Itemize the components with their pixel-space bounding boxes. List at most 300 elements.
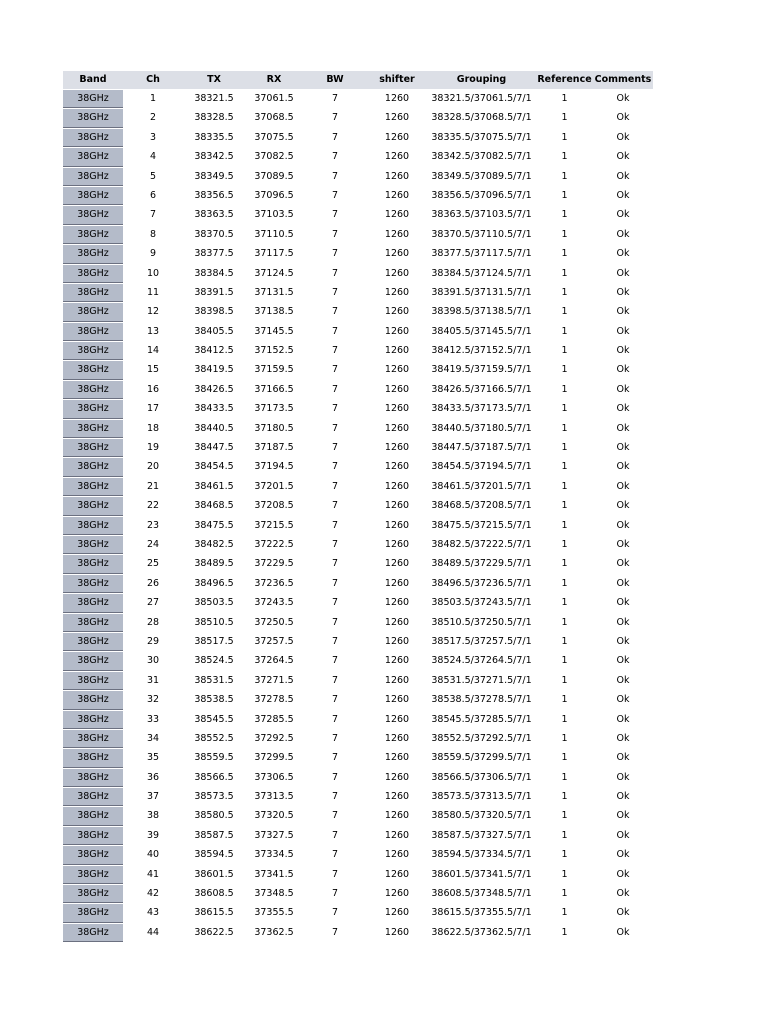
cell-grouping[interactable]: 38454.5/37194.5/7/1 — [431, 461, 532, 473]
cell-reference[interactable]: 1 — [561, 791, 568, 803]
cell-reference[interactable]: 1 — [561, 558, 568, 570]
cell-reference[interactable]: 1 — [561, 771, 568, 783]
cell-reference[interactable]: 1 — [561, 635, 568, 647]
cell-grouping[interactable]: 38468.5/37208.5/7/1 — [431, 500, 532, 512]
cell-reference[interactable]: 1 — [561, 500, 568, 512]
cell-tx[interactable]: 38391.5 — [194, 286, 234, 298]
cell-band[interactable]: 38GHz — [63, 768, 123, 787]
cell-bw[interactable]: 7 — [331, 926, 339, 938]
cell-band[interactable]: 38GHz — [63, 884, 123, 903]
cell-comments[interactable]: Ok — [616, 442, 630, 454]
cell-comments[interactable]: Ok — [616, 791, 630, 803]
cell-ch[interactable]: 7 — [149, 209, 157, 221]
cell-rx[interactable]: 37194.5 — [254, 461, 294, 473]
cell-comments[interactable]: Ok — [616, 732, 630, 744]
cell-ch[interactable]: 29 — [146, 635, 160, 647]
cell-tx[interactable]: 38489.5 — [194, 558, 234, 570]
cell-ch[interactable]: 4 — [149, 151, 157, 163]
cell-comments[interactable]: Ok — [616, 538, 630, 550]
cell-ch[interactable]: 18 — [146, 422, 160, 434]
cell-ch[interactable]: 36 — [146, 771, 160, 783]
cell-shifter[interactable]: 1260 — [384, 868, 410, 880]
cell-grouping[interactable]: 38335.5/37075.5/7/1 — [431, 131, 532, 143]
cell-tx[interactable]: 38482.5 — [194, 538, 234, 550]
cell-bw[interactable]: 7 — [331, 558, 339, 570]
cell-bw[interactable]: 7 — [331, 771, 339, 783]
cell-tx[interactable]: 38566.5 — [194, 771, 234, 783]
cell-comments[interactable]: Ok — [616, 112, 630, 124]
cell-shifter[interactable]: 1260 — [384, 849, 410, 861]
cell-rx[interactable]: 37096.5 — [254, 189, 294, 201]
cell-bw[interactable]: 7 — [331, 480, 339, 492]
cell-comments[interactable]: Ok — [616, 868, 630, 880]
cell-band[interactable]: 38GHz — [63, 806, 123, 825]
cell-tx[interactable]: 38377.5 — [194, 248, 234, 260]
cell-ch[interactable]: 2 — [149, 112, 157, 124]
cell-rx[interactable]: 37327.5 — [254, 829, 294, 841]
cell-grouping[interactable]: 38496.5/37236.5/7/1 — [431, 577, 532, 589]
cell-bw[interactable]: 7 — [331, 810, 339, 822]
cell-bw[interactable]: 7 — [331, 93, 339, 104]
cell-ch[interactable]: 15 — [146, 364, 160, 376]
cell-tx[interactable]: 38419.5 — [194, 364, 234, 376]
cell-grouping[interactable]: 38328.5/37068.5/7/1 — [431, 112, 532, 124]
cell-tx[interactable]: 38447.5 — [194, 442, 234, 454]
cell-comments[interactable]: Ok — [616, 228, 630, 240]
cell-reference[interactable]: 1 — [561, 325, 568, 337]
cell-comments[interactable]: Ok — [616, 616, 630, 628]
cell-reference[interactable]: 1 — [561, 267, 568, 279]
cell-grouping[interactable]: 38384.5/37124.5/7/1 — [431, 267, 532, 279]
cell-ch[interactable]: 20 — [146, 461, 160, 473]
cell-shifter[interactable]: 1260 — [384, 151, 410, 163]
cell-tx[interactable]: 38594.5 — [194, 849, 234, 861]
cell-comments[interactable]: Ok — [616, 306, 630, 318]
cell-tx[interactable]: 38475.5 — [194, 519, 234, 531]
cell-grouping[interactable]: 38503.5/37243.5/7/1 — [431, 597, 532, 609]
cell-rx[interactable]: 37271.5 — [254, 674, 294, 686]
cell-grouping[interactable]: 38356.5/37096.5/7/1 — [431, 189, 532, 201]
cell-grouping[interactable]: 38426.5/37166.5/7/1 — [431, 383, 532, 395]
cell-rx[interactable]: 37250.5 — [254, 616, 294, 628]
cell-band[interactable]: 38GHz — [63, 457, 123, 476]
cell-band[interactable]: 38GHz — [63, 147, 123, 166]
cell-shifter[interactable]: 1260 — [384, 655, 410, 667]
cell-shifter[interactable]: 1260 — [384, 267, 410, 279]
cell-rx[interactable]: 37299.5 — [254, 752, 294, 764]
cell-ch[interactable]: 27 — [146, 597, 160, 609]
cell-band[interactable]: 38GHz — [63, 283, 123, 302]
cell-rx[interactable]: 37138.5 — [254, 306, 294, 318]
cell-comments[interactable]: Ok — [616, 577, 630, 589]
cell-band[interactable]: 38GHz — [63, 613, 123, 632]
cell-bw[interactable]: 7 — [331, 306, 339, 318]
cell-shifter[interactable]: 1260 — [384, 248, 410, 260]
cell-rx[interactable]: 37355.5 — [254, 907, 294, 919]
cell-rx[interactable]: 37313.5 — [254, 791, 294, 803]
cell-ch[interactable]: 5 — [149, 170, 157, 182]
cell-rx[interactable]: 37222.5 — [254, 538, 294, 550]
cell-rx[interactable]: 37110.5 — [254, 228, 294, 240]
cell-tx[interactable]: 38587.5 — [194, 829, 234, 841]
cell-bw[interactable]: 7 — [331, 325, 339, 337]
cell-shifter[interactable]: 1260 — [384, 791, 410, 803]
cell-grouping[interactable]: 38545.5/37285.5/7/1 — [431, 713, 532, 725]
cell-rx[interactable]: 37187.5 — [254, 442, 294, 454]
cell-grouping[interactable]: 38552.5/37292.5/7/1 — [431, 732, 532, 744]
cell-reference[interactable]: 1 — [561, 519, 568, 531]
cell-band[interactable]: 38GHz — [63, 302, 123, 321]
cell-grouping[interactable]: 38398.5/37138.5/7/1 — [431, 306, 532, 318]
cell-comments[interactable]: Ok — [616, 597, 630, 609]
cell-ch[interactable]: 35 — [146, 752, 160, 764]
cell-bw[interactable]: 7 — [331, 442, 339, 454]
cell-shifter[interactable]: 1260 — [384, 713, 410, 725]
cell-grouping[interactable]: 38587.5/37327.5/7/1 — [431, 829, 532, 841]
cell-comments[interactable]: Ok — [616, 655, 630, 667]
cell-tx[interactable]: 38342.5 — [194, 151, 234, 163]
cell-band[interactable]: 38GHz — [63, 128, 123, 147]
cell-band[interactable]: 38GHz — [63, 671, 123, 690]
cell-ch[interactable]: 43 — [146, 907, 160, 919]
cell-rx[interactable]: 37166.5 — [254, 383, 294, 395]
cell-bw[interactable]: 7 — [331, 732, 339, 744]
cell-tx[interactable]: 38601.5 — [194, 868, 234, 880]
cell-shifter[interactable]: 1260 — [384, 131, 410, 143]
cell-reference[interactable]: 1 — [561, 616, 568, 628]
cell-band[interactable]: 38GHz — [63, 205, 123, 224]
cell-band[interactable]: 38GHz — [63, 108, 123, 127]
cell-shifter[interactable]: 1260 — [384, 674, 410, 686]
cell-comments[interactable]: Ok — [616, 771, 630, 783]
cell-rx[interactable]: 37103.5 — [254, 209, 294, 221]
cell-reference[interactable]: 1 — [561, 228, 568, 240]
cell-reference[interactable]: 1 — [561, 170, 568, 182]
cell-tx[interactable]: 38335.5 — [194, 131, 234, 143]
cell-tx[interactable]: 38440.5 — [194, 422, 234, 434]
cell-band[interactable]: 38GHz — [63, 264, 123, 283]
cell-band[interactable]: 38GHz — [63, 496, 123, 515]
cell-grouping[interactable]: 38419.5/37159.5/7/1 — [431, 364, 532, 376]
cell-shifter[interactable]: 1260 — [384, 926, 410, 938]
cell-grouping[interactable]: 38594.5/37334.5/7/1 — [431, 849, 532, 861]
cell-rx[interactable]: 37341.5 — [254, 868, 294, 880]
cell-reference[interactable]: 1 — [561, 422, 568, 434]
cell-rx[interactable]: 37201.5 — [254, 480, 294, 492]
cell-tx[interactable]: 38510.5 — [194, 616, 234, 628]
cell-rx[interactable]: 37061.5 — [254, 93, 294, 104]
cell-grouping[interactable]: 38342.5/37082.5/7/1 — [431, 151, 532, 163]
cell-reference[interactable]: 1 — [561, 345, 568, 357]
cell-bw[interactable]: 7 — [331, 228, 339, 240]
cell-band[interactable]: 38GHz — [63, 225, 123, 244]
cell-band[interactable]: 38GHz — [63, 826, 123, 845]
cell-band[interactable]: 38GHz — [63, 438, 123, 457]
cell-shifter[interactable]: 1260 — [384, 519, 410, 531]
cell-band[interactable]: 38GHz — [63, 554, 123, 573]
cell-rx[interactable]: 37131.5 — [254, 286, 294, 298]
cell-reference[interactable]: 1 — [561, 829, 568, 841]
cell-ch[interactable]: 31 — [146, 674, 160, 686]
cell-bw[interactable]: 7 — [331, 849, 339, 861]
cell-band[interactable]: 38GHz — [63, 651, 123, 670]
cell-band[interactable]: 38GHz — [63, 632, 123, 651]
cell-shifter[interactable]: 1260 — [384, 364, 410, 376]
cell-bw[interactable]: 7 — [331, 131, 339, 143]
cell-bw[interactable]: 7 — [331, 209, 339, 221]
cell-band[interactable]: 38GHz — [63, 477, 123, 496]
cell-tx[interactable]: 38461.5 — [194, 480, 234, 492]
cell-bw[interactable]: 7 — [331, 383, 339, 395]
cell-comments[interactable]: Ok — [616, 267, 630, 279]
cell-shifter[interactable]: 1260 — [384, 480, 410, 492]
cell-ch[interactable]: 30 — [146, 655, 160, 667]
cell-bw[interactable]: 7 — [331, 151, 339, 163]
cell-reference[interactable]: 1 — [561, 461, 568, 473]
cell-reference[interactable]: 1 — [561, 907, 568, 919]
cell-tx[interactable]: 38552.5 — [194, 732, 234, 744]
cell-bw[interactable]: 7 — [331, 791, 339, 803]
cell-tx[interactable]: 38370.5 — [194, 228, 234, 240]
cell-band[interactable]: 38GHz — [63, 729, 123, 748]
cell-band[interactable]: 38GHz — [63, 787, 123, 806]
cell-ch[interactable]: 32 — [146, 694, 160, 706]
cell-tx[interactable]: 38426.5 — [194, 383, 234, 395]
cell-comments[interactable]: Ok — [616, 713, 630, 725]
cell-ch[interactable]: 6 — [149, 189, 157, 201]
cell-tx[interactable]: 38433.5 — [194, 403, 234, 415]
cell-ch[interactable]: 24 — [146, 538, 160, 550]
cell-shifter[interactable]: 1260 — [384, 810, 410, 822]
cell-reference[interactable]: 1 — [561, 209, 568, 221]
cell-ch[interactable]: 17 — [146, 403, 160, 415]
cell-comments[interactable]: Ok — [616, 519, 630, 531]
cell-comments[interactable]: Ok — [616, 752, 630, 764]
cell-bw[interactable]: 7 — [331, 538, 339, 550]
cell-band[interactable]: 38GHz — [63, 903, 123, 922]
cell-shifter[interactable]: 1260 — [384, 577, 410, 589]
cell-reference[interactable]: 1 — [561, 926, 568, 938]
cell-comments[interactable]: Ok — [616, 383, 630, 395]
cell-band[interactable]: 38GHz — [63, 845, 123, 864]
cell-grouping[interactable]: 38517.5/37257.5/7/1 — [431, 635, 532, 647]
cell-shifter[interactable]: 1260 — [384, 829, 410, 841]
cell-rx[interactable]: 37243.5 — [254, 597, 294, 609]
cell-rx[interactable]: 37068.5 — [254, 112, 294, 124]
cell-reference[interactable]: 1 — [561, 577, 568, 589]
cell-grouping[interactable]: 38538.5/37278.5/7/1 — [431, 694, 532, 706]
cell-comments[interactable]: Ok — [616, 131, 630, 143]
cell-shifter[interactable]: 1260 — [384, 635, 410, 647]
cell-comments[interactable]: Ok — [616, 93, 630, 104]
cell-rx[interactable]: 37152.5 — [254, 345, 294, 357]
cell-reference[interactable]: 1 — [561, 403, 568, 415]
cell-tx[interactable]: 38559.5 — [194, 752, 234, 764]
cell-reference[interactable]: 1 — [561, 810, 568, 822]
cell-bw[interactable]: 7 — [331, 189, 339, 201]
cell-ch[interactable]: 10 — [146, 267, 160, 279]
cell-ch[interactable]: 11 — [146, 286, 160, 298]
cell-rx[interactable]: 37278.5 — [254, 694, 294, 706]
cell-comments[interactable]: Ok — [616, 829, 630, 841]
cell-shifter[interactable]: 1260 — [384, 189, 410, 201]
cell-shifter[interactable]: 1260 — [384, 345, 410, 357]
cell-comments[interactable]: Ok — [616, 151, 630, 163]
cell-ch[interactable]: 44 — [146, 926, 160, 938]
cell-ch[interactable]: 26 — [146, 577, 160, 589]
cell-shifter[interactable]: 1260 — [384, 558, 410, 570]
cell-ch[interactable]: 12 — [146, 306, 160, 318]
cell-ch[interactable]: 40 — [146, 849, 160, 861]
cell-comments[interactable]: Ok — [616, 461, 630, 473]
cell-tx[interactable]: 38615.5 — [194, 907, 234, 919]
cell-reference[interactable]: 1 — [561, 732, 568, 744]
cell-grouping[interactable]: 38510.5/37250.5/7/1 — [431, 616, 532, 628]
cell-tx[interactable]: 38454.5 — [194, 461, 234, 473]
cell-shifter[interactable]: 1260 — [384, 442, 410, 454]
cell-reference[interactable]: 1 — [561, 306, 568, 318]
cell-bw[interactable]: 7 — [331, 713, 339, 725]
cell-shifter[interactable]: 1260 — [384, 597, 410, 609]
cell-rx[interactable]: 37257.5 — [254, 635, 294, 647]
cell-grouping[interactable]: 38524.5/37264.5/7/1 — [431, 655, 532, 667]
cell-grouping[interactable]: 38601.5/37341.5/7/1 — [431, 868, 532, 880]
cell-grouping[interactable]: 38370.5/37110.5/7/1 — [431, 228, 532, 240]
cell-band[interactable]: 38GHz — [63, 167, 123, 186]
cell-tx[interactable]: 38580.5 — [194, 810, 234, 822]
cell-rx[interactable]: 37236.5 — [254, 577, 294, 589]
cell-reference[interactable]: 1 — [561, 151, 568, 163]
cell-shifter[interactable]: 1260 — [384, 500, 410, 512]
cell-shifter[interactable]: 1260 — [384, 228, 410, 240]
cell-bw[interactable]: 7 — [331, 577, 339, 589]
cell-band[interactable]: 38GHz — [63, 244, 123, 263]
cell-comments[interactable]: Ok — [616, 926, 630, 938]
cell-grouping[interactable]: 38363.5/37103.5/7/1 — [431, 209, 532, 221]
cell-grouping[interactable]: 38447.5/37187.5/7/1 — [431, 442, 532, 454]
cell-grouping[interactable]: 38349.5/37089.5/7/1 — [431, 170, 532, 182]
cell-band[interactable]: 38GHz — [63, 865, 123, 884]
cell-reference[interactable]: 1 — [561, 364, 568, 376]
cell-ch[interactable]: 41 — [146, 868, 160, 880]
cell-comments[interactable]: Ok — [616, 888, 630, 900]
cell-bw[interactable]: 7 — [331, 519, 339, 531]
cell-reference[interactable]: 1 — [561, 752, 568, 764]
cell-rx[interactable]: 37320.5 — [254, 810, 294, 822]
cell-bw[interactable]: 7 — [331, 500, 339, 512]
cell-comments[interactable]: Ok — [616, 403, 630, 415]
cell-reference[interactable]: 1 — [561, 868, 568, 880]
cell-bw[interactable]: 7 — [331, 597, 339, 609]
cell-rx[interactable]: 37264.5 — [254, 655, 294, 667]
cell-comments[interactable]: Ok — [616, 558, 630, 570]
cell-reference[interactable]: 1 — [561, 93, 568, 104]
cell-rx[interactable]: 37117.5 — [254, 248, 294, 260]
cell-reference[interactable]: 1 — [561, 713, 568, 725]
cell-band[interactable]: 38GHz — [63, 748, 123, 767]
cell-reference[interactable]: 1 — [561, 248, 568, 260]
cell-reference[interactable]: 1 — [561, 849, 568, 861]
cell-grouping[interactable]: 38321.5/37061.5/7/1 — [431, 93, 532, 104]
cell-ch[interactable]: 9 — [149, 248, 157, 260]
cell-ch[interactable]: 25 — [146, 558, 160, 570]
cell-shifter[interactable]: 1260 — [384, 732, 410, 744]
cell-rx[interactable]: 37306.5 — [254, 771, 294, 783]
cell-tx[interactable]: 38538.5 — [194, 694, 234, 706]
cell-tx[interactable]: 38398.5 — [194, 306, 234, 318]
cell-rx[interactable]: 37124.5 — [254, 267, 294, 279]
cell-bw[interactable]: 7 — [331, 422, 339, 434]
cell-rx[interactable]: 37180.5 — [254, 422, 294, 434]
cell-reference[interactable]: 1 — [561, 286, 568, 298]
cell-ch[interactable]: 1 — [149, 93, 157, 104]
cell-grouping[interactable]: 38433.5/37173.5/7/1 — [431, 403, 532, 415]
cell-ch[interactable]: 16 — [146, 383, 160, 395]
cell-ch[interactable]: 13 — [146, 325, 160, 337]
cell-bw[interactable]: 7 — [331, 868, 339, 880]
cell-band[interactable]: 38GHz — [63, 399, 123, 418]
cell-comments[interactable]: Ok — [616, 286, 630, 298]
cell-rx[interactable]: 37348.5 — [254, 888, 294, 900]
cell-tx[interactable]: 38384.5 — [194, 267, 234, 279]
cell-band[interactable]: 38GHz — [63, 710, 123, 729]
cell-shifter[interactable]: 1260 — [384, 422, 410, 434]
cell-reference[interactable]: 1 — [561, 383, 568, 395]
cell-bw[interactable]: 7 — [331, 616, 339, 628]
cell-bw[interactable]: 7 — [331, 694, 339, 706]
cell-comments[interactable]: Ok — [616, 500, 630, 512]
cell-comments[interactable]: Ok — [616, 694, 630, 706]
cell-rx[interactable]: 37229.5 — [254, 558, 294, 570]
cell-tx[interactable]: 38573.5 — [194, 791, 234, 803]
cell-rx[interactable]: 37159.5 — [254, 364, 294, 376]
cell-shifter[interactable]: 1260 — [384, 209, 410, 221]
cell-ch[interactable]: 19 — [146, 442, 160, 454]
cell-rx[interactable]: 37082.5 — [254, 151, 294, 163]
cell-grouping[interactable]: 38461.5/37201.5/7/1 — [431, 480, 532, 492]
cell-reference[interactable]: 1 — [561, 597, 568, 609]
cell-comments[interactable]: Ok — [616, 907, 630, 919]
cell-bw[interactable]: 7 — [331, 461, 339, 473]
cell-shifter[interactable]: 1260 — [384, 461, 410, 473]
cell-band[interactable]: 38GHz — [63, 89, 123, 108]
cell-comments[interactable]: Ok — [616, 674, 630, 686]
cell-ch[interactable]: 38 — [146, 810, 160, 822]
cell-comments[interactable]: Ok — [616, 422, 630, 434]
cell-bw[interactable]: 7 — [331, 267, 339, 279]
cell-ch[interactable]: 42 — [146, 888, 160, 900]
cell-band[interactable]: 38GHz — [63, 419, 123, 438]
cell-reference[interactable]: 1 — [561, 131, 568, 143]
cell-tx[interactable]: 38524.5 — [194, 655, 234, 667]
cell-bw[interactable]: 7 — [331, 829, 339, 841]
cell-bw[interactable]: 7 — [331, 888, 339, 900]
cell-band[interactable]: 38GHz — [63, 535, 123, 554]
cell-ch[interactable]: 21 — [146, 480, 160, 492]
cell-tx[interactable]: 38363.5 — [194, 209, 234, 221]
cell-ch[interactable]: 33 — [146, 713, 160, 725]
cell-tx[interactable]: 38531.5 — [194, 674, 234, 686]
cell-band[interactable]: 38GHz — [63, 360, 123, 379]
cell-bw[interactable]: 7 — [331, 655, 339, 667]
cell-grouping[interactable]: 38405.5/37145.5/7/1 — [431, 325, 532, 337]
cell-bw[interactable]: 7 — [331, 248, 339, 260]
cell-rx[interactable]: 37208.5 — [254, 500, 294, 512]
cell-tx[interactable]: 38622.5 — [194, 926, 234, 938]
cell-comments[interactable]: Ok — [616, 209, 630, 221]
cell-shifter[interactable]: 1260 — [384, 93, 410, 104]
cell-grouping[interactable]: 38412.5/37152.5/7/1 — [431, 345, 532, 357]
